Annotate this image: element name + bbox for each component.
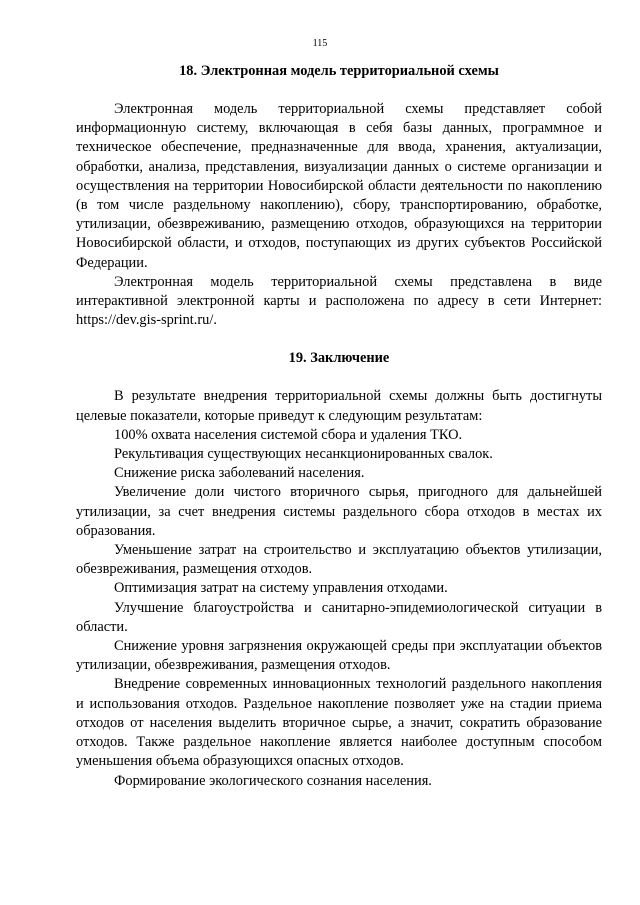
result-item: Увеличение доли чистого вторичного сырья, пригодного для дальнейшей утилизации, за счет внедрения системы раздельного сбора отходов в местах их образования. xyxy=(76,484,602,539)
result-item: Снижение уровня загрязнения окружающей среды при эксплуатации объектов утилизации, обезвреживания, размещения отходов. xyxy=(76,638,602,674)
result-item: Внедрение современных инновационных технологий раздельного накопления и использования отходов. Раздельное накопление позволяет уже на стадии приема отходов от населения выделить вторичное сырье, а значит, сократить образование отходов. Также раздельное накопление является наиболее доступным способом уменьшения объема образующихся опасных отходов. xyxy=(76,676,602,770)
result-item: Оптимизация затрат на систему управления отходами. xyxy=(114,580,448,597)
page-number: 115 xyxy=(312,38,328,49)
result-item: Рекультивация существующих несанкционированных свалок. xyxy=(114,446,493,463)
section-18-heading: 18. Электронная модель территориальной схемы xyxy=(179,63,499,79)
result-item: Улучшение благоустройства и санитарно-эпидемиологической ситуации в области. xyxy=(76,599,602,635)
result-item: Уменьшение затрат на строительство и эксплуатацию объектов утилизации, обезвреживания, размещения отходов. xyxy=(76,542,602,578)
section-19-heading: 19. Заключение xyxy=(288,350,390,367)
section-18-paragraph: Электронная модель территориальной схемы представляет собой информационную систему, включающая в себя базы данных, программное и техническое обеспечение, предназначенные для ввода, хранения, актуализации, обработки, анализа, представления, визуализации данных о системе организации и осуществления на территории Новосибирской области деятельности по накоплению (в том числе раздельному накоплению), сбору, транспортированию, обработке, утилизации, обезвреживанию, размещению отходов, образующихся на территории Новосибирской области, и отходов, поступающих из других субъектов Российской Федерации. xyxy=(76,101,602,271)
document-body xyxy=(76,62,602,791)
result-item: Формирование экологического сознания населения. xyxy=(114,772,432,789)
result-item: 100% охвата населения системой сбора и удаления ТКО. xyxy=(114,426,463,443)
result-item: Снижение риска заболеваний населения. xyxy=(114,465,365,482)
section-19-intro: В результате внедрения территориальной схемы должны быть достигнуты целевые показатели, которые приведут к следующим результатам: xyxy=(76,388,602,424)
section-18-paragraph: Электронная модель территориальной схемы представлена в виде интерактивной электронной карты и расположена по адресу в сети Интернет: https://dev.gis-sprint.ru/. xyxy=(76,273,602,329)
